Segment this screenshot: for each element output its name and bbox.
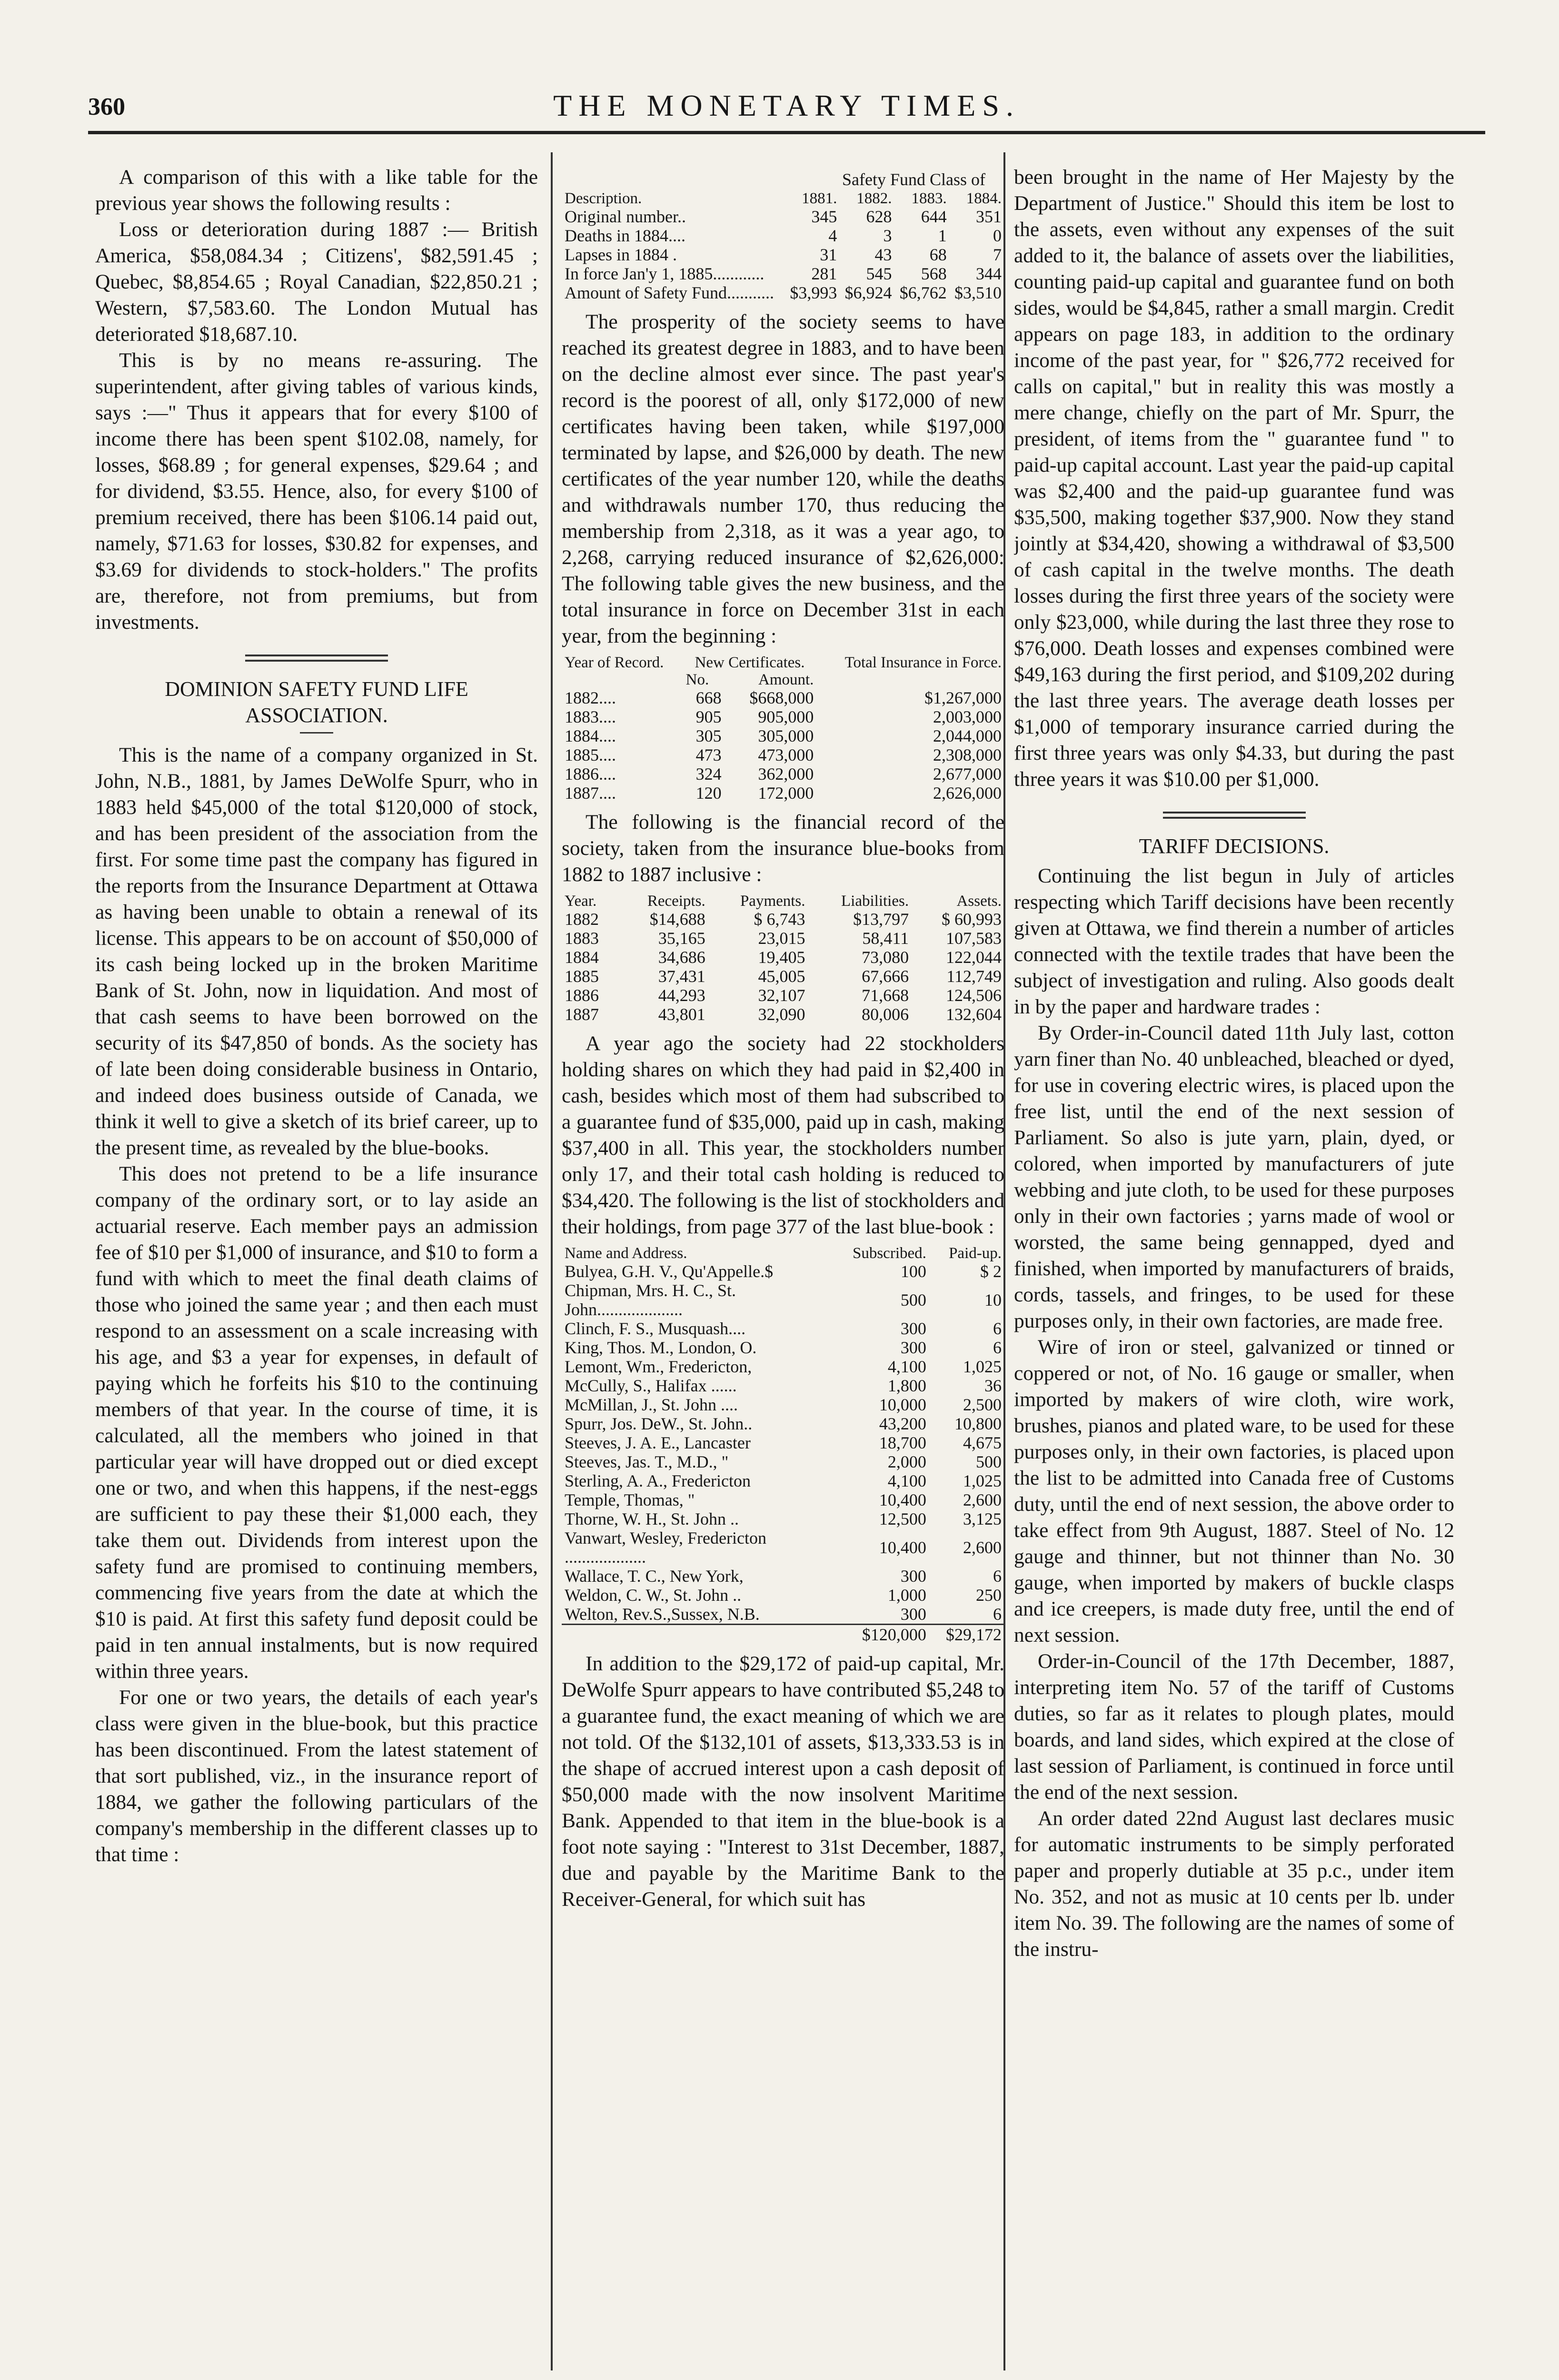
table-cell: Vanwart, Wesley, Fredericton ................... [565, 1528, 766, 1567]
table-cell: 1883 [565, 929, 599, 948]
table-header: Year. [565, 892, 597, 910]
table-cell: 1887 [565, 1005, 599, 1024]
table-header: 1883. [911, 190, 947, 207]
table-cell: Original number.. [565, 207, 686, 226]
table-cell: 1 [938, 226, 947, 245]
table-row [562, 783, 1004, 803]
table-cell: 345 [811, 207, 837, 226]
table-row [562, 207, 1004, 226]
table-cell: 43,801 [658, 1005, 705, 1024]
table-cell: 668 [695, 688, 722, 707]
paragraph: A year ago the society had 22 stockholders holding shares on which they had paid in $2,400 in cash, besides which most of them had subscribed to a guarantee fund of $35,000, paid up in cash, making $37,400 in all. This year, the stockholders number only 17, and their total cash holding is reduced to $34,420. The following is the list of stockholders and their holdings, from page 377 of the last blue-book : [562, 1032, 1004, 1238]
table-cell: 1885.... [565, 745, 616, 764]
article-heading: TARIFF DECISIONS. [1139, 834, 1330, 858]
table-cell: $6,924 [844, 283, 892, 302]
table-row [562, 986, 1004, 1005]
heading-rule [300, 732, 333, 734]
paragraph: An order dated 22nd August last declares music for automatic instruments to be simply perforated paper and properly dutiable at 35 p.c., under item No. 352, and not as music at 10 cents per lb. under item No. 39. The following are the names of some of the instru- [1014, 1807, 1454, 1961]
table-cell: 6 [993, 1338, 1002, 1357]
table-cell: 32,107 [758, 986, 805, 1005]
table-cell: 43 [874, 245, 892, 264]
table-cell: 1886 [565, 986, 599, 1005]
table-subheader: No. [685, 671, 709, 688]
table-row [562, 1605, 1004, 1625]
table-row [562, 1376, 1004, 1395]
table-header: Receipts. [647, 892, 705, 910]
table-row [562, 264, 1004, 283]
table-header: Liabilities. [841, 892, 909, 910]
table-row [562, 283, 1004, 302]
table-cell: 1,025 [963, 1471, 1002, 1490]
table-cell: 44,293 [658, 986, 705, 1005]
table-cell: 1886.... [565, 764, 616, 783]
paragraph: In addition to the $29,172 of paid-up capital, Mr. DeWolfe Spurr appears to have contributed $5,248 to a guarantee fund, the exact meaning of which we are not told. Of the $132,101 of assets, $13,333.53 is in the shape of accrued interest upon a cash deposit of $50,000 made with the now insolvent Maritime Bank. Appended to that item in the blue-book is a foot note saying : "Interest to 31st December, 1887, due and payable by the Maritime Bank to the Receiver-General, for which suit has [562, 1652, 1004, 1911]
table-cell: 122,044 [946, 948, 1002, 967]
table-cell: Wallace, T. C., New York, [565, 1567, 744, 1586]
table-header: 1882. [856, 190, 892, 207]
table-cell: 362,000 [758, 764, 814, 783]
total-paid-up: $29,172 [929, 1625, 1004, 1645]
table-header: 1884. [966, 190, 1002, 207]
table-cell: Bulyea, G.H. V., Qu'Appelle.$ [565, 1262, 774, 1281]
table-row [562, 1357, 1004, 1376]
table-cell: 12,500 [879, 1509, 926, 1528]
table-cell: 2,500 [963, 1395, 1002, 1414]
table-cell: 18,700 [879, 1433, 926, 1452]
table-cell: McMillan, J., St. John .... [565, 1395, 738, 1414]
table-cell: $ 60,993 [942, 910, 1002, 929]
table-cell: 112,749 [946, 967, 1002, 986]
table-cell: 2,600 [963, 1538, 1002, 1557]
table-row [562, 245, 1004, 264]
table-cell: 10,800 [954, 1414, 1002, 1433]
table-cell: McCully, S., Halifax ...... [565, 1376, 737, 1395]
table-cell: In force Jan'y 1, 1885............ [565, 264, 765, 283]
table-cell: 3,125 [963, 1509, 1002, 1528]
table-cell: 300 [900, 1567, 926, 1586]
table-cell: 1882 [565, 910, 599, 929]
table-cell: 905 [695, 707, 722, 726]
table-cell: 2,003,000 [933, 707, 1002, 726]
table-cell: Amount of Safety Fund........... [565, 283, 774, 302]
table-cell: 545 [866, 264, 892, 283]
table-cell: Lapses in 1884 . [565, 245, 677, 264]
table-cell: 4,100 [887, 1471, 926, 1490]
total-subscribed: $120,000 [836, 1625, 929, 1645]
table-row [562, 726, 1004, 745]
table-cell: 124,506 [946, 986, 1002, 1005]
table-cell: Deaths in 1884.... [565, 226, 685, 245]
certificates-table-block [562, 654, 1004, 803]
table-cell: 10,000 [879, 1395, 926, 1414]
table-cell: 628 [866, 207, 892, 226]
paragraph: been brought in the name of Her Majesty by the Department of Justice." Should this item be lost to the assets, even without any expenses of the suit added to it, the balance of assets over the liabilities, counting paid-up capital and guarantee fund on both sides, would be $4,845, rather a small margin. Credit appears on page 183, in addition to the ordinary income of the past year, for " $26,772 received for calls on capital," but in reality this was mostly a mere change, chiefly on the part of Mr. Spurr, the president, of items from the " guarantee fund " to paid-up capital account. Last year the paid-up capital was $2,400 and the paid-up guarantee fund was $35,500, making together $37,900. Now they stand jointly at $34,420, showing a withdrawal of $3,500 of cash capital in the twelve months. The death losses during the first three years of the society were only $23,000, while during the last three they rose to $76,000. Death losses and expenses combined were $49,163 during the first period, and $109,202 during the last three years. The average death losses per $1,000 of temporary insurance carried during the first three years was only $4.33, but during the past three years it was $10.00 per $1,000. [1014, 166, 1454, 791]
table-cell: 1,025 [963, 1357, 1002, 1376]
stockholders-table-block [562, 1245, 1004, 1644]
table-row [562, 1319, 1004, 1338]
table-cell: 4,675 [963, 1433, 1002, 1452]
paragraph: Continuing the list begun in July of articles respecting which Tariff decisions have been recently given at Ottawa, we find therein a number of articles connected with the textile trades that have been the subject of investigation and ruling. Also goods dealt in by the paper and hardware trades : [1014, 864, 1454, 1018]
table-cell: 2,677,000 [933, 764, 1002, 783]
table-row [562, 745, 1004, 764]
table-cell [562, 1625, 836, 1645]
table-cell: 10,400 [879, 1538, 926, 1557]
table-cell: 68 [929, 245, 947, 264]
table-cell: $ 2 [980, 1262, 1002, 1281]
table-cell: Thorne, W. H., St. John .. [565, 1509, 739, 1528]
section-divider [1163, 812, 1306, 819]
table-cell: 4,100 [887, 1357, 926, 1376]
table-row [562, 948, 1004, 967]
table-row [562, 1586, 1004, 1605]
paragraph: This is the name of a company organized in St. John, N.B., 1881, by James DeWolfe Spurr, who in 1883 held $45,000 of the total $120,000 of stock, and has been president of the association from the first. For some time past the company has figured in the reports from the Insurance Department at Ottawa as having been unable to obtain a renewal of its license. This appears to be on account of $50,000 of its cash being locked up in the broken Maritime Bank of St. John, now in liquidation. And most of that cash seems to have been borrowed on the security of its $47,850 of bonds. As the society has of late been doing considerable business in Ontario, and indeed does business outside of Canada, we think it well to give a sketch of its brief career, up to the present time, as revealed by the blue-books. [95, 744, 538, 1159]
table-row [562, 1262, 1004, 1281]
table-cell: Lemont, Wm., Fredericton, [565, 1357, 752, 1376]
table-cell: 23,015 [758, 929, 805, 948]
table-cell: 300 [900, 1338, 926, 1357]
table-cell: 300 [900, 1605, 926, 1624]
table-row [562, 1528, 1004, 1567]
table-row [562, 1281, 1004, 1319]
table-row [562, 967, 1004, 986]
table-cell: 4 [828, 226, 837, 245]
table-cell: 305,000 [758, 726, 814, 745]
table-cell: Clinch, F. S., Musquash.... [565, 1319, 746, 1338]
table-cell: 120 [695, 783, 722, 803]
table-cell: $6,762 [899, 283, 947, 302]
table-row [562, 1567, 1004, 1586]
table-row [562, 226, 1004, 245]
financial-table-block [562, 892, 1004, 1024]
table-row [562, 1395, 1004, 1414]
table-cell: 644 [921, 207, 947, 226]
table-cell: 2,626,000 [933, 783, 1002, 803]
table-cell: 3 [883, 226, 892, 245]
table-header: Assets. [956, 892, 1002, 910]
table-cell: 43,200 [879, 1414, 926, 1433]
column-rule [551, 152, 553, 2370]
table-cell: 2,308,000 [933, 745, 1002, 764]
table-header: Description. [565, 190, 642, 207]
paragraph: By Order-in-Council dated 11th July last, cotton yarn finer than No. 40 unbleached, bleached or dyed, for use in covering electric wires, is placed upon the free list, until the end of the next session of Parliament. So also is jute yarn, plain, dyed, or colored, when imported by manufacturers of jute webbing and jute cloth, to be used for these purposes only in their own factories ; yarns made of wool or worsted, the same being gennapped, dyed and finished, when imported by manufacturers of braids, cords, tassels, and fringes, to be used for these purposes only, in their own factories, are made free. [1014, 1021, 1454, 1332]
table-cell: 67,666 [862, 967, 909, 986]
table-row [562, 1471, 1004, 1490]
table-cell: 107,583 [946, 929, 1002, 948]
table-cell: 6 [993, 1605, 1002, 1624]
table-cell: 281 [811, 264, 837, 283]
table-cell: 351 [976, 207, 1002, 226]
table-cell: 73,080 [862, 948, 909, 967]
table-cell: 1882.... [565, 688, 616, 707]
table-cell: 2,044,000 [933, 726, 1002, 745]
class-table-block [562, 169, 1004, 302]
section-divider [245, 654, 388, 662]
table-cell: 6 [993, 1567, 1002, 1586]
table-cell: $668,000 [749, 688, 814, 707]
table-cell: 2,600 [963, 1490, 1002, 1509]
table-cell: 100 [900, 1262, 926, 1281]
table-cell: 324 [695, 764, 722, 783]
masthead-title: THE MONETARY TIMES. [553, 89, 1020, 122]
table-row [562, 707, 1004, 726]
table-cell: 568 [921, 264, 947, 283]
paragraph: Loss or deterioration during 1887 :— British America, $58,084.34 ; Citizens', $82,591.45 ; Quebec, $8,854.65 ; Royal Canadian, $22,850.21 ; Western, $7,583.60. The London Mutual has deteriorated $18,687.10. [95, 218, 538, 346]
table-cell: Steeves, J. A. E., Lancaster [565, 1433, 751, 1452]
table-cell: Spurr, Jos. DeW., St. John.. [565, 1414, 753, 1433]
financial-table [562, 892, 1004, 1024]
column-1 [95, 164, 538, 2363]
table-row [562, 1509, 1004, 1528]
table-row [562, 910, 1004, 929]
table-cell: 1,000 [887, 1586, 926, 1605]
table-header: Total Insurance in Force. [844, 654, 1002, 671]
table-cell: 172,000 [758, 783, 814, 803]
table-header: Year of Record. [565, 654, 664, 671]
table-cell: 19,405 [758, 948, 805, 967]
table-cell: 58,411 [862, 929, 909, 948]
paragraph: This does not pretend to be a life insurance company of the ordinary sort, or to lay aside an actuarial reserve. Each member pays an admission fee of $10 per $1,000 of insurance, and $10 to form a fund with which to meet the final death claims of those who joined the same year ; and then each must respond to an assessment on a scale increasing with his age, and $3 a year for expenses, in default of paying which he forfeits his $10 to the continuing members of that year. In the course of time, it is calculated, all the members who joined in that particular year will have dropped out or died except one or two, and when this happens, if the nest-eggs are sufficient to pay these their $1,000 each, they take them out. Dividends from interest upon the safety fund are promised to continuing members, commencing five years from the date at which the $10 is paid. At first this safety fund deposit could be paid in ten annual instalments, but is now required within three years. [95, 1162, 538, 1683]
table-row [562, 688, 1004, 707]
table-cell: 34,686 [658, 948, 705, 967]
table-cell: Welton, Rev.S.,Sussex, N.B. [565, 1605, 760, 1624]
class-table [562, 190, 1004, 302]
certificates-table [562, 654, 1004, 803]
table-cell: $14,688 [649, 910, 705, 929]
table-cell: 250 [976, 1586, 1002, 1605]
table-cell: Chipman, Mrs. H. C., St. John.................... [565, 1281, 736, 1319]
table-cell: 1884.... [565, 726, 616, 745]
table-header: 1881. [802, 190, 837, 207]
paragraph: A comparison of this with a like table for the previous year shows the following results : [95, 166, 538, 215]
table-cell: 45,005 [758, 967, 805, 986]
table-cell: $13,797 [853, 910, 909, 929]
table-cell: 300 [900, 1319, 926, 1338]
table-cell: 0 [993, 226, 1002, 245]
table-row [562, 929, 1004, 948]
paragraph: The prosperity of the society seems to have reached its greatest degree in 1883, and to have been on the decline almost ever since. The past year's record is the poorest of all, only $172,000 of new certificates having been taken, while $197,000 terminated by lapse, and $26,000 by death. The new certificates of the year number 120, while the deaths and withdrawals number 170, thus reducing the membership from 2,318, as it was a year ago, to 2,268, carrying reduced insurance of $2,626,000: The following table gives the new business, and the total insurance in force on December 31st in each year, from the beginning : [562, 310, 1004, 647]
table-subheader: Amount. [758, 671, 814, 688]
table-cell: 10,400 [879, 1490, 926, 1509]
table-header: New Certificates. [695, 654, 805, 671]
table-row [562, 1452, 1004, 1471]
table-cell: Weldon, C. W., St. John .. [565, 1586, 742, 1605]
table-cell: 500 [900, 1290, 926, 1309]
table-cell: $3,510 [954, 283, 1002, 302]
table-row [562, 764, 1004, 783]
table-cell: 1,800 [887, 1376, 926, 1395]
table-row [562, 1005, 1004, 1024]
table-cell: 1884 [565, 948, 599, 967]
table-cell: 473 [695, 745, 722, 764]
paragraph: For one or two years, the details of each year's class were given in the blue-book, but this practice has been discontinued. From the latest statement of that sort published, viz., in the insurance report of 1884, we gather the following particulars of the company's membership in the different classes up to that time : [95, 1686, 538, 1866]
table-header: Name and Address. [565, 1245, 687, 1262]
table-cell: 1887.... [565, 783, 616, 803]
column-2 [562, 164, 1004, 2363]
paragraph: Order-in-Council of the 17th December, 1887, interpreting item No. 57 of the tariff of Customs duties, so far as it relates to plough plates, mould boards, and land sides, which expired at the close of last session of Parliament, is continued in force until the end of the next session. [1014, 1650, 1454, 1804]
table-cell: 10 [984, 1290, 1002, 1309]
table-cell: Sterling, A. A., Fredericton [565, 1471, 751, 1490]
page-header [88, 88, 1485, 134]
table-cell: Temple, Thomas, " [565, 1490, 695, 1509]
paragraph: Wire of iron or steel, galvanized or tinned or coppered or not, of No. 16 gauge or smaller, when imported by makers of wire cloth, wire work, brushes, pianos and plated ware, to be used for these purposes only, in their own factories, is placed upon the list to be admitted into Canada free of Customs duty, until the end of next session, the above order to take effect from 9th August, 1887. Steel of No. 12 gauge and thinner, but not thinner than No. 30 gauge, when imported by makers of buckle clasps and ice creepers, is made duty free, until the end of next session. [1014, 1336, 1454, 1646]
table-cell: 6 [993, 1319, 1002, 1338]
table-cell: 1883.... [565, 707, 616, 726]
table-header: Payments. [740, 892, 805, 910]
table-cell: 32,090 [758, 1005, 805, 1024]
table-cell: King, Thos. M., London, O. [565, 1338, 757, 1357]
paragraph: This is by no means re-assuring. The superintendent, after giving tables of various kinds, says :—" Thus it appears that for every $100 of income there has been spent $102.08, namely, for losses, $68.89 ; for general expenses, $29.64 ; and for dividend, $3.55. Hence, also, for every $100 of premium received, there has been $106.14 paid out, namely, $71.63 for losses, $30.82 for expenses, and $3.69 for dividends to stock-holders." The profits are, therefore, not from premiums, but from investments. [95, 349, 538, 634]
table-cell: 31 [820, 245, 837, 264]
page-number: 360 [88, 93, 125, 120]
table-cell: 37,431 [658, 967, 705, 986]
table-cell: Steeves, Jas. T., M.D., " [565, 1452, 729, 1471]
table-cell: 35,165 [658, 929, 705, 948]
table-cell: 132,604 [946, 1005, 1002, 1024]
table-cell: 473,000 [758, 745, 814, 764]
table-cell: 80,006 [862, 1005, 909, 1024]
table-row [562, 1433, 1004, 1452]
table-cell: 1885 [565, 967, 599, 986]
table-cell: 344 [976, 264, 1002, 283]
table-header: Subscribed. [852, 1245, 926, 1262]
column-3 [1014, 164, 1454, 2363]
paragraph: The following is the financial record of the society, taken from the insurance blue-books from 1882 to 1887 inclusive : [562, 811, 1004, 886]
table-cell: 905,000 [758, 707, 814, 726]
table-cell: 7 [993, 245, 1002, 264]
table-cell: 305 [695, 726, 722, 745]
table-cell: 2,000 [887, 1452, 926, 1471]
table-header: Paid-up. [949, 1245, 1002, 1262]
table-row [562, 1490, 1004, 1509]
table-cell: 71,668 [862, 986, 909, 1005]
table-row [562, 1338, 1004, 1357]
table-caption: Safety Fund Class of [842, 170, 985, 189]
stockholders-table [562, 1245, 1004, 1644]
table-row [562, 1414, 1004, 1433]
article-heading: DOMINION SAFETY FUND LIFE ASSOCIATION. [165, 677, 468, 727]
table-cell: 500 [976, 1452, 1002, 1471]
table-cell: 36 [984, 1376, 1002, 1395]
table-cell: $ 6,743 [754, 910, 805, 929]
table-cell: $1,267,000 [924, 688, 1002, 707]
table-cell: $3,993 [790, 283, 837, 302]
